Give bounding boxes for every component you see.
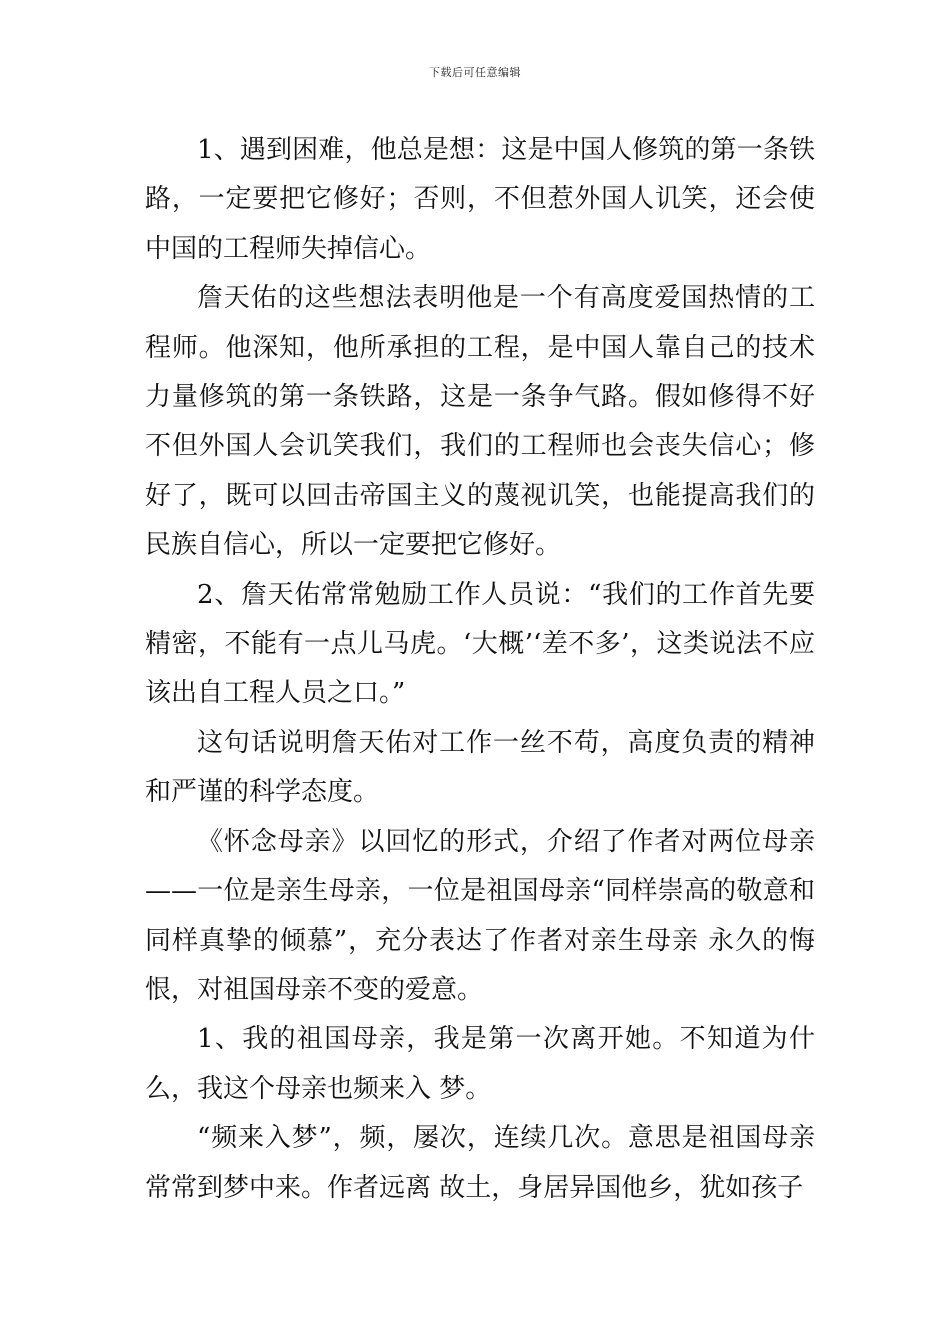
paragraph-7: “频来入梦”，频，屡次，连续几次。意思是祖国母亲常常到梦中来。作者远离 故土，身居异国他乡，犹如孩子 (145, 1123, 815, 1203)
paragraph-6: 1、我的祖国母亲，我是第一次离开她。不知道为什么，我这个母亲也频来入 梦。 (145, 1024, 815, 1104)
document-body (145, 126, 815, 1213)
paragraph-2: 詹天佑的这些想法表明他是一个有高度爱国热情的工程师。他深知，他所承担的工程，是中国人靠自己的技术力量修筑的第一条铁路，这是一条争气路。假如修得不好不但外国人会讥笑我们，我们的工程师也会丧失信心；修好了，既可以回击帝国主义的蔑视讥笑，也能提高我们的民族自信心，所以一定要把它修好。 (145, 283, 815, 561)
page-header-note: 下载后可任意编辑 (429, 66, 521, 79)
paragraph-1: 1、遇到困难，他总是想：这是中国人修筑的第一条铁路，一定要把它修好；否则，不但惹外国人讥笑，还会使中国的工程师失掉信心。 (145, 135, 815, 264)
paragraph-4: 这句话说明詹天佑对工作一丝不苟，高度负责的精神和严谨的科学态度。 (145, 727, 815, 808)
paragraph-5: 《怀念母亲》以回忆的形式，介绍了作者对两位母亲——一位是亲生母亲，一位是祖国母亲“同样崇高的敬意和同样真挚的倾慕”，充分表达了作者对亲生母亲 永久的悔恨，对祖国母亲不变的爱意。 (145, 826, 815, 1005)
paragraph-3: 2、詹天佑常常勉励工作人员说：“我们的工作首先要精密，不能有一点儿马虎。‘大概’‘差不多’，这类说法不应该出自工程人员之口。” (145, 579, 815, 709)
